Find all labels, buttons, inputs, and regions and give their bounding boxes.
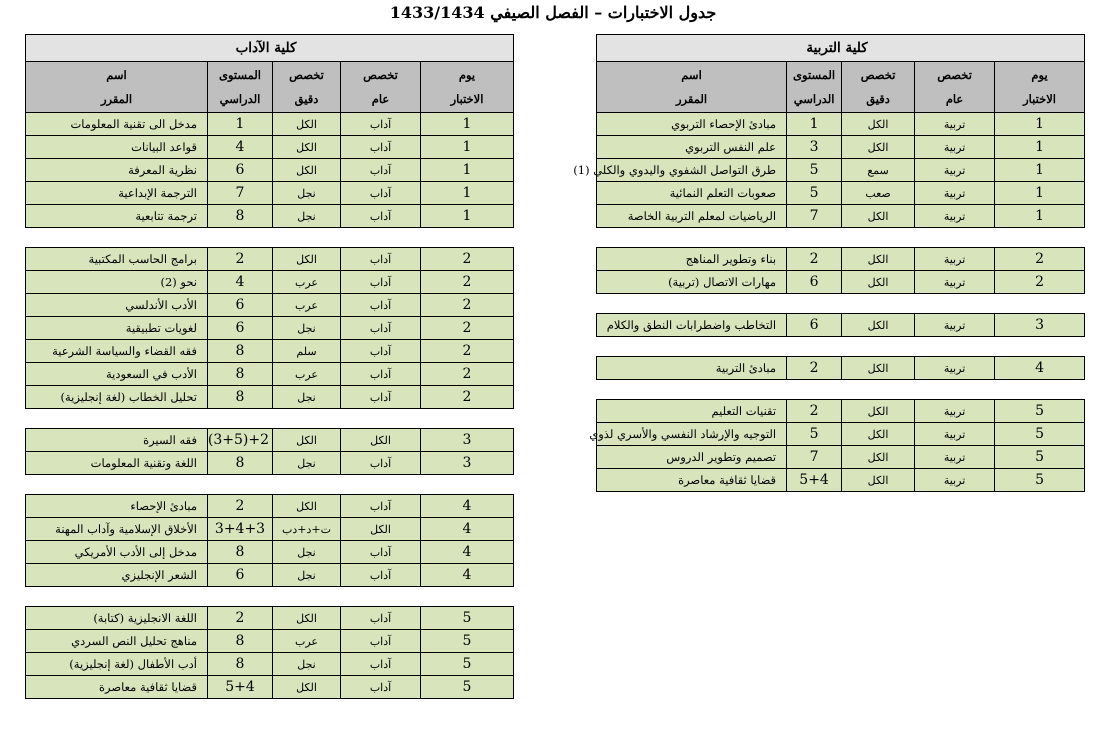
general-major-cell: آداب — [341, 317, 421, 340]
header-specific-line1: تخصص — [860, 68, 896, 82]
header-course — [597, 62, 787, 113]
level-cell: 5+4 — [787, 469, 842, 492]
general-major-cell: تربية — [915, 314, 995, 337]
specific-major-cell: عرب — [273, 271, 341, 294]
level-cell: 7 — [787, 205, 842, 228]
course-name-cell: الأدب في السعودية — [26, 363, 208, 386]
course-name-cell: اللغة الانجليزية (كتابة) — [26, 607, 208, 630]
general-major-cell: آداب — [341, 271, 421, 294]
table-row — [597, 271, 1085, 294]
table-row — [597, 423, 1085, 446]
table-row — [597, 113, 1085, 136]
header-course-line1: اسم — [106, 68, 127, 82]
general-major-cell: الكل — [341, 518, 421, 541]
group-spacer — [26, 228, 514, 248]
specific-major-cell: الكل — [273, 607, 341, 630]
header-course-line2: المقرر — [675, 92, 708, 106]
group-spacer — [26, 409, 514, 429]
table-row — [26, 541, 514, 564]
course-name-cell: لغويات تطبيقية — [26, 317, 208, 340]
level-cell: 2 — [208, 248, 273, 271]
course-name-cell: برامج الحاسب المكتبية — [26, 248, 208, 271]
exam-day-cell: 4 — [421, 541, 514, 564]
table-row — [26, 363, 514, 386]
specific-major-cell: الكل — [842, 113, 915, 136]
general-major-cell: تربية — [915, 446, 995, 469]
level-cell: 8 — [208, 386, 273, 409]
college-name: كلية الآداب — [26, 35, 514, 62]
table-row — [597, 182, 1085, 205]
level-cell: 2 — [787, 357, 842, 380]
course-name-cell: الشعر الإنجليزي — [26, 564, 208, 587]
general-major-cell: آداب — [341, 294, 421, 317]
course-name-cell: قضايا ثقافية معاصرة — [26, 676, 208, 699]
header-general — [341, 62, 421, 113]
table-row — [26, 136, 514, 159]
header-level-line2: الدراسي — [793, 92, 835, 106]
general-major-cell: آداب — [341, 182, 421, 205]
column-header-row — [26, 62, 514, 113]
table-row — [26, 653, 514, 676]
course-name-cell: مبادئ الإحصاء — [26, 495, 208, 518]
specific-major-cell: الكل — [273, 248, 341, 271]
specific-major-cell: الكل — [842, 271, 915, 294]
general-major-cell: تربية — [915, 271, 995, 294]
course-name-cell: علم النفس التربوي — [597, 136, 787, 159]
exam-day-cell: 1 — [421, 182, 514, 205]
course-name-cell: التخاطب واضطرابات النطق والكلام — [597, 314, 787, 337]
course-name-cell: قضايا ثقافية معاصرة — [597, 469, 787, 492]
general-major-cell: تربية — [915, 182, 995, 205]
exam-day-cell: 2 — [421, 386, 514, 409]
course-name-cell: تصميم وتطوير الدروس — [597, 446, 787, 469]
level-cell: 6 — [208, 317, 273, 340]
course-name-cell: أدب الأطفال (لغة إنجليزية) — [26, 653, 208, 676]
specific-major-cell: الكل — [842, 205, 915, 228]
table-row — [26, 518, 514, 541]
table-row — [597, 469, 1085, 492]
table-row — [26, 607, 514, 630]
table-row — [597, 446, 1085, 469]
header-day-line1: يوم — [458, 68, 476, 82]
course-name-cell: الأخلاق الإسلامية وآداب المهنة — [26, 518, 208, 541]
exam-day-cell: 1 — [995, 159, 1085, 182]
course-name-cell: مناهج تحليل النص السردي — [26, 630, 208, 653]
level-cell: 5 — [787, 182, 842, 205]
exam-day-cell: 5 — [995, 469, 1085, 492]
general-major-cell: تربية — [915, 205, 995, 228]
level-cell: 8 — [208, 363, 273, 386]
level-cell: 7 — [208, 182, 273, 205]
group-spacer — [597, 294, 1085, 314]
exam-day-cell: 2 — [421, 317, 514, 340]
college-header-row — [26, 35, 514, 62]
specific-major-cell: نجل — [273, 653, 341, 676]
exam-day-cell: 3 — [421, 429, 514, 452]
exam-day-cell: 2 — [995, 248, 1085, 271]
level-cell: 3+4+3 — [208, 518, 273, 541]
specific-major-cell: الكل — [842, 400, 915, 423]
level-cell: 6 — [208, 159, 273, 182]
table-row — [26, 676, 514, 699]
course-name-cell: بناء وتطوير المناهج — [597, 248, 787, 271]
exam-day-cell: 5 — [995, 400, 1085, 423]
exam-day-cell: 4 — [421, 564, 514, 587]
general-major-cell: آداب — [341, 653, 421, 676]
course-name-cell: الرياضيات لمعلم التربية الخاصة — [597, 205, 787, 228]
arts-college-table — [25, 34, 514, 699]
table-row — [26, 429, 514, 452]
table-row — [26, 294, 514, 317]
header-specific — [842, 62, 915, 113]
general-major-cell: تربية — [915, 136, 995, 159]
header-specific — [273, 62, 341, 113]
course-name-cell: مدخل إلى الأدب الأمريكي — [26, 541, 208, 564]
exam-day-cell: 5 — [421, 676, 514, 699]
specific-major-cell: الكل — [273, 136, 341, 159]
table-row — [26, 564, 514, 587]
course-name-cell: مدخل الى تقنية المعلومات — [26, 113, 208, 136]
specific-major-cell: الكل — [842, 314, 915, 337]
general-major-cell: آداب — [341, 340, 421, 363]
specific-major-cell: سمع — [842, 159, 915, 182]
general-major-cell: تربية — [915, 469, 995, 492]
college-name: كلية التربية — [597, 35, 1085, 62]
header-general-line1: تخصص — [937, 68, 972, 82]
header-course-line2: المقرر — [100, 92, 133, 106]
exam-day-cell: 5 — [995, 423, 1085, 446]
header-day-line1: يوم — [1031, 68, 1048, 82]
general-major-cell: آداب — [341, 452, 421, 475]
level-cell: 2+(3+5) — [208, 429, 273, 452]
course-name-cell: الأدب الأندلسي — [26, 294, 208, 317]
exam-day-cell: 2 — [995, 271, 1085, 294]
specific-major-cell: عرب — [273, 294, 341, 317]
header-day — [995, 62, 1085, 113]
group-spacer — [597, 337, 1085, 357]
course-name-cell: فقه القضاء والسياسة الشرعية — [26, 340, 208, 363]
specific-major-cell: الكل — [273, 676, 341, 699]
specific-major-cell: نجل — [273, 452, 341, 475]
course-name-cell: الترجمة الإبداعية — [26, 182, 208, 205]
page-title: جدول الاختبارات – الفصل الصيفي 1433/1434 — [389, 3, 717, 22]
specific-major-cell: الكل — [842, 136, 915, 159]
header-course-line1: اسم — [681, 68, 702, 82]
header-day-line2: الاختبار — [1023, 92, 1056, 106]
course-name-cell: فقه السيرة — [26, 429, 208, 452]
specific-major-cell: الكل — [842, 469, 915, 492]
exam-day-cell: 3 — [421, 452, 514, 475]
header-specific-line1: تخصص — [289, 68, 324, 82]
general-major-cell: آداب — [341, 607, 421, 630]
table-row — [26, 182, 514, 205]
table-row — [26, 205, 514, 228]
exam-day-cell: 4 — [995, 357, 1085, 380]
level-cell: 7 — [787, 446, 842, 469]
specific-major-cell: الكل — [842, 357, 915, 380]
specific-major-cell: سلم — [273, 340, 341, 363]
table-row — [26, 271, 514, 294]
level-cell: 6 — [208, 564, 273, 587]
level-cell: 8 — [208, 630, 273, 653]
table-row — [26, 248, 514, 271]
specific-major-cell: الكل — [273, 113, 341, 136]
header-general — [915, 62, 995, 113]
table-row — [597, 159, 1085, 182]
table-row — [26, 340, 514, 363]
specific-major-cell: ت+د+دب — [273, 518, 341, 541]
table-row — [597, 400, 1085, 423]
table-row — [26, 159, 514, 182]
exam-day-cell: 2 — [421, 294, 514, 317]
table-row — [597, 357, 1085, 380]
exam-day-cell: 5 — [421, 607, 514, 630]
course-name-cell: تقنيات التعليم — [597, 400, 787, 423]
course-name-cell: اللغة وتقنية المعلومات — [26, 452, 208, 475]
general-major-cell: آداب — [341, 113, 421, 136]
table-row — [26, 452, 514, 475]
general-major-cell: آداب — [341, 541, 421, 564]
exam-day-cell: 1 — [421, 205, 514, 228]
group-spacer — [26, 475, 514, 495]
general-major-cell: تربية — [915, 400, 995, 423]
level-cell: 6 — [208, 294, 273, 317]
general-major-cell: آداب — [341, 386, 421, 409]
exam-day-cell: 4 — [421, 495, 514, 518]
specific-major-cell: الكل — [842, 446, 915, 469]
level-cell: 1 — [208, 113, 273, 136]
general-major-cell: آداب — [341, 630, 421, 653]
header-level-line2: الدراسي — [219, 92, 261, 106]
level-cell: 8 — [208, 205, 273, 228]
general-major-cell: آداب — [341, 205, 421, 228]
course-name-cell: مهارات الاتصال (تربية) — [597, 271, 787, 294]
header-general-line2: عام — [945, 92, 964, 106]
course-name-cell: مبادئ الإحصاء التربوي — [597, 113, 787, 136]
general-major-cell: آداب — [341, 248, 421, 271]
level-cell: 2 — [787, 248, 842, 271]
level-cell: 4 — [208, 136, 273, 159]
course-name-cell: نظرية المعرفة — [26, 159, 208, 182]
specific-major-cell: نجل — [273, 205, 341, 228]
specific-major-cell: الكل — [273, 429, 341, 452]
column-header-row — [597, 62, 1085, 113]
general-major-cell: تربية — [915, 159, 995, 182]
general-major-cell: الكل — [341, 429, 421, 452]
group-spacer — [597, 228, 1085, 248]
course-name-cell: التوجيه والإرشاد النفسي والأسري لذوي — [597, 423, 787, 446]
level-cell: 2 — [208, 607, 273, 630]
table-row — [26, 113, 514, 136]
specific-major-cell: نجل — [273, 317, 341, 340]
header-level-line1: المستوى — [218, 68, 262, 82]
general-major-cell: آداب — [341, 564, 421, 587]
exam-day-cell: 2 — [421, 340, 514, 363]
level-cell: 2 — [208, 495, 273, 518]
table-row — [26, 317, 514, 340]
exam-day-cell: 4 — [421, 518, 514, 541]
group-spacer — [26, 587, 514, 607]
level-cell: 4 — [208, 271, 273, 294]
level-cell: 6 — [787, 271, 842, 294]
table-row — [597, 136, 1085, 159]
education-college-table — [573, 34, 1085, 492]
exam-day-cell: 1 — [995, 205, 1085, 228]
course-name-cell: نحو (2) — [26, 271, 208, 294]
exam-day-cell: 2 — [421, 271, 514, 294]
level-cell: 8 — [208, 653, 273, 676]
college-header-row — [597, 35, 1085, 62]
exam-day-cell: 1 — [995, 136, 1085, 159]
exam-day-cell: 2 — [421, 363, 514, 386]
group-spacer — [597, 380, 1085, 400]
level-cell: 5 — [787, 159, 842, 182]
general-major-cell: آداب — [341, 676, 421, 699]
level-cell: 3 — [787, 136, 842, 159]
level-cell: 8 — [208, 452, 273, 475]
header-level-line1: المستوى — [793, 68, 836, 82]
specific-major-cell: الكل — [842, 248, 915, 271]
specific-major-cell: الكل — [842, 423, 915, 446]
course-name-cell: طرق التواصل الشفوي واليدوي والكلي (1) — [597, 159, 787, 182]
general-major-cell: تربية — [915, 113, 995, 136]
general-major-cell: آداب — [341, 363, 421, 386]
course-name-cell: قواعد البيانات — [26, 136, 208, 159]
exam-day-cell: 1 — [421, 136, 514, 159]
exam-day-cell: 1 — [421, 159, 514, 182]
specific-major-cell: عرب — [273, 630, 341, 653]
table-row — [597, 314, 1085, 337]
header-level — [787, 62, 842, 113]
exam-day-cell: 5 — [421, 630, 514, 653]
exam-day-cell: 3 — [995, 314, 1085, 337]
specific-major-cell: نجل — [273, 564, 341, 587]
table-row — [597, 248, 1085, 271]
exam-day-cell: 1 — [421, 113, 514, 136]
general-major-cell: تربية — [915, 248, 995, 271]
specific-major-cell: الكل — [273, 159, 341, 182]
level-cell: 8 — [208, 541, 273, 564]
specific-major-cell: نجل — [273, 182, 341, 205]
table-row — [597, 205, 1085, 228]
header-general-line1: تخصص — [363, 68, 398, 82]
header-course — [26, 62, 208, 113]
table-row — [26, 386, 514, 409]
course-name-cell: ترجمة تتابعية — [26, 205, 208, 228]
table-row — [26, 495, 514, 518]
header-level — [208, 62, 273, 113]
level-cell: 6 — [787, 314, 842, 337]
exam-day-cell: 1 — [995, 182, 1085, 205]
course-name-cell: تحليل الخطاب (لغة إنجليزية) — [26, 386, 208, 409]
header-specific-line2: دقيق — [866, 92, 890, 106]
exam-day-cell: 5 — [995, 446, 1085, 469]
general-major-cell: تربية — [915, 357, 995, 380]
specific-major-cell: نجل — [273, 541, 341, 564]
general-major-cell: آداب — [341, 136, 421, 159]
header-specific-line2: دقيق — [294, 92, 319, 106]
table-row — [26, 630, 514, 653]
course-name-cell: مبادئ التربية — [597, 357, 787, 380]
general-major-cell: تربية — [915, 423, 995, 446]
general-major-cell: آداب — [341, 495, 421, 518]
level-cell: 8 — [208, 340, 273, 363]
level-cell: 5 — [787, 423, 842, 446]
course-name-cell: صعوبات التعلم النمائية — [597, 182, 787, 205]
header-day-line2: الاختبار — [450, 92, 484, 106]
exam-day-cell: 1 — [995, 113, 1085, 136]
specific-major-cell: نجل — [273, 386, 341, 409]
specific-major-cell: الكل — [273, 495, 341, 518]
header-day — [421, 62, 514, 113]
level-cell: 2 — [787, 400, 842, 423]
specific-major-cell: صعب — [842, 182, 915, 205]
exam-day-cell: 5 — [421, 653, 514, 676]
general-major-cell: آداب — [341, 159, 421, 182]
header-general-line2: عام — [371, 92, 390, 106]
level-cell: 1 — [787, 113, 842, 136]
exam-day-cell: 2 — [421, 248, 514, 271]
specific-major-cell: عرب — [273, 363, 341, 386]
level-cell: 5+4 — [208, 676, 273, 699]
